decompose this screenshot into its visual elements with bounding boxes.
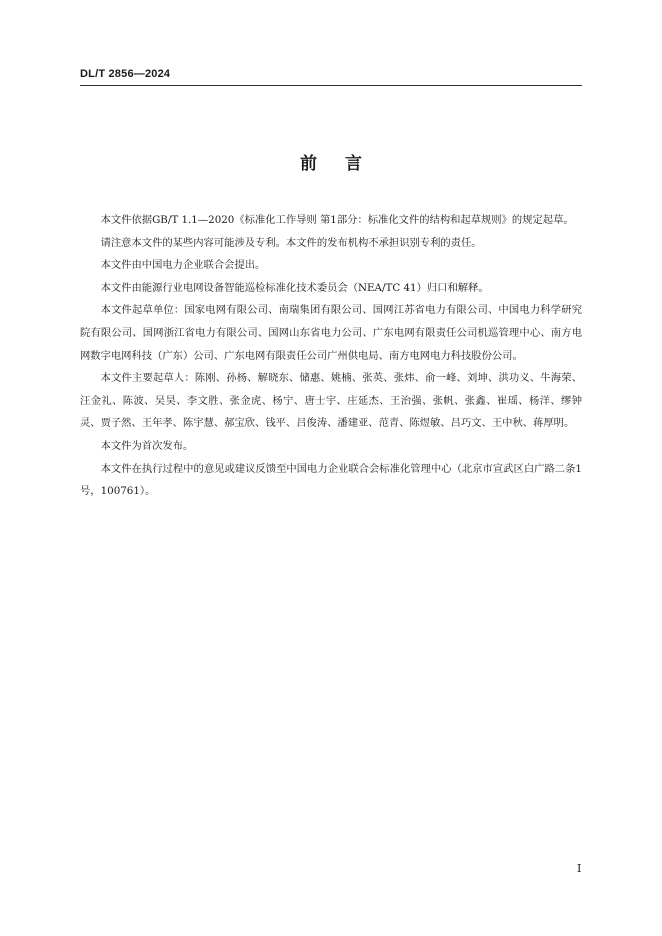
paragraph-drafting-organizations: 本文件起草单位：国家电网有限公司、南瑞集团有限公司、国网江苏省电力有限公司、中国电力科学研究院有限公司、国网浙江省电力有限公司、国网山东省电力公司、广东电网有限责任公司机巡管理中心、南方电网数字电网科技（广东）公司、广东电网有限责任公司广州供电局、南方电网电力科技股份公司。 [80,304,582,362]
paragraph-feedback: 本文件在执行过程中的意见或建议反馈至中国电力企业联合会标准化管理中心（北京市宣武区白广路二条1号，100761）。 [80,462,582,498]
paragraph-drafting-basis: 本文件依据GB/T 1.1—2020《标准化工作导则 第1部分：标准化文件的结构和起草规则》的规定起草。 [100,214,574,226]
page-number: I [577,862,582,875]
paragraph-drafters: 本文件主要起草人：陈刚、孙杨、解晓东、储惠、姚楠、张英、张炜、俞一峰、刘坤、洪功义、牛海荣、汪金礼、陈波、吴昊、李文胜、张金虎、杨宁、唐士宇、庄延杰、王治强、张帆、张鑫、崔瑶、杨洋、缪钟灵、贾子然、王年孝、陈宇慧、郝宝欣、钱平、吕俊涛、潘建亚、范青、陈煜敏、吕巧文、王中秋、蒋厚明。 [80,372,582,430]
paragraph-proposed-by: 本文件由中国电力企业联合会提出。 [100,259,266,272]
paragraph-first-release: 本文件为首次发布。 [100,439,194,452]
page-title: 前言 [300,154,390,174]
document-number: DL/T 2856—2024 [80,68,171,80]
header-divider [80,85,582,86]
paragraph-patent-notice: 请注意本文件的某些内容可能涉及专利。本文件的发布机构不承担识别专利的责任。 [100,236,482,249]
foreword-body [80,209,582,503]
paragraph-administered-by: 本文件由能源行业电网设备智能巡检标准化技术委员会（NEA/TC 41）归口和解释。 [100,281,489,294]
